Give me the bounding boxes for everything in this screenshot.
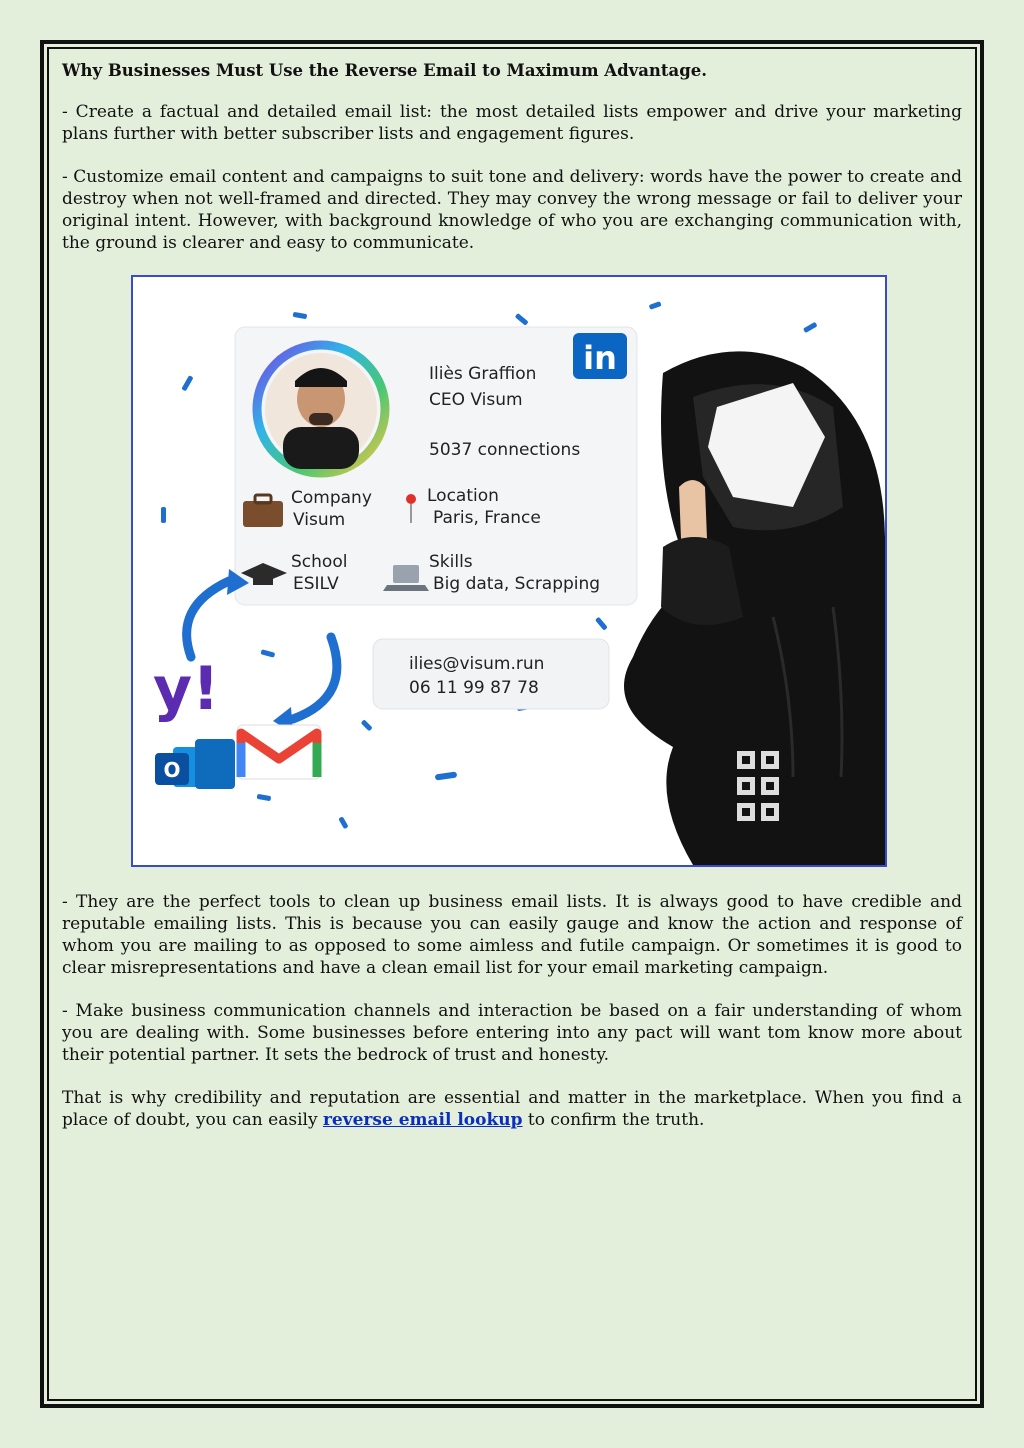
profile-name: Iliès Graffion [429,364,537,384]
location-value: Paris, France [433,508,541,528]
contact-card [373,639,609,709]
paragraph-communication-channels: - Make business communication channels and interaction be based on a fair understanding of whom you are dealing with. Some businesses before entering into any pact will want tom know more about their potential partner. It sets the bedrock of trust and honesty. [62,1001,962,1065]
location-label: Location [427,486,499,506]
document-heading: Why Businesses Must Use the Reverse Email to Maximum Advantage. [62,61,707,80]
arrow-icon [187,581,229,657]
closing-text-before: That is why credibility and reputation are essential and matter in the marketplace. When you find a place of doubt, you can easily [62,1088,962,1130]
profile-role: CEO Visum [429,390,523,410]
skills-label: Skills [429,552,473,572]
school-label: School [291,552,348,572]
contact-email: ilies@visum.run [409,654,545,674]
paragraph-customize-content: - Customize email content and campaigns to suit tone and delivery: words have the power to create and destroy when not well-framed and directed. They may convey the wrong message or fail to deliver your original intent. However, with background knowledge of who you are exchanging communication with, the ground is clearer and easy to communicate. [62,167,962,253]
closing-text-after: to confirm the truth. [522,1110,705,1130]
linkedin-logo-text: in [583,339,617,377]
outlook-logo-text: O [163,758,181,782]
arrow-icon [293,637,337,719]
document-body [62,60,962,1152]
gmail-logo-icon [237,725,321,779]
illustration-canvas [133,277,885,865]
paragraph-email-list: - Create a factual and detailed email list: the most detailed lists empower and drive your marketing plans further with better subscriber lists and engagement figures. [62,102,962,144]
company-value: Visum [293,510,346,530]
yahoo-logo-icon: y! [153,654,220,724]
paragraph-clean-lists: - They are the perfect tools to clean up business email lists. It is always good to have credible and reputable emailing lists. This is because you can easily gauge and know the action and response of whom you are mailing to as opposed to some aimless and futile campaign. Or sometimes it is good to clear misrepresentations and have a clean email list for your email marketing campaign. [62,892,962,978]
hand [679,480,707,543]
reverse-email-lookup-link[interactable]: reverse email lookup [322,1110,523,1130]
skills-value: Big data, Scrapping [433,574,601,594]
school-value: ESILV [293,574,339,594]
paragraph-closing [62,1087,962,1131]
profile-connections: 5037 connections [429,440,581,460]
reverse-email-illustration [131,275,887,867]
company-label: Company [291,488,372,508]
hooded-hacker-figure [624,351,885,865]
contact-phone: 06 11 99 87 78 [409,678,539,698]
